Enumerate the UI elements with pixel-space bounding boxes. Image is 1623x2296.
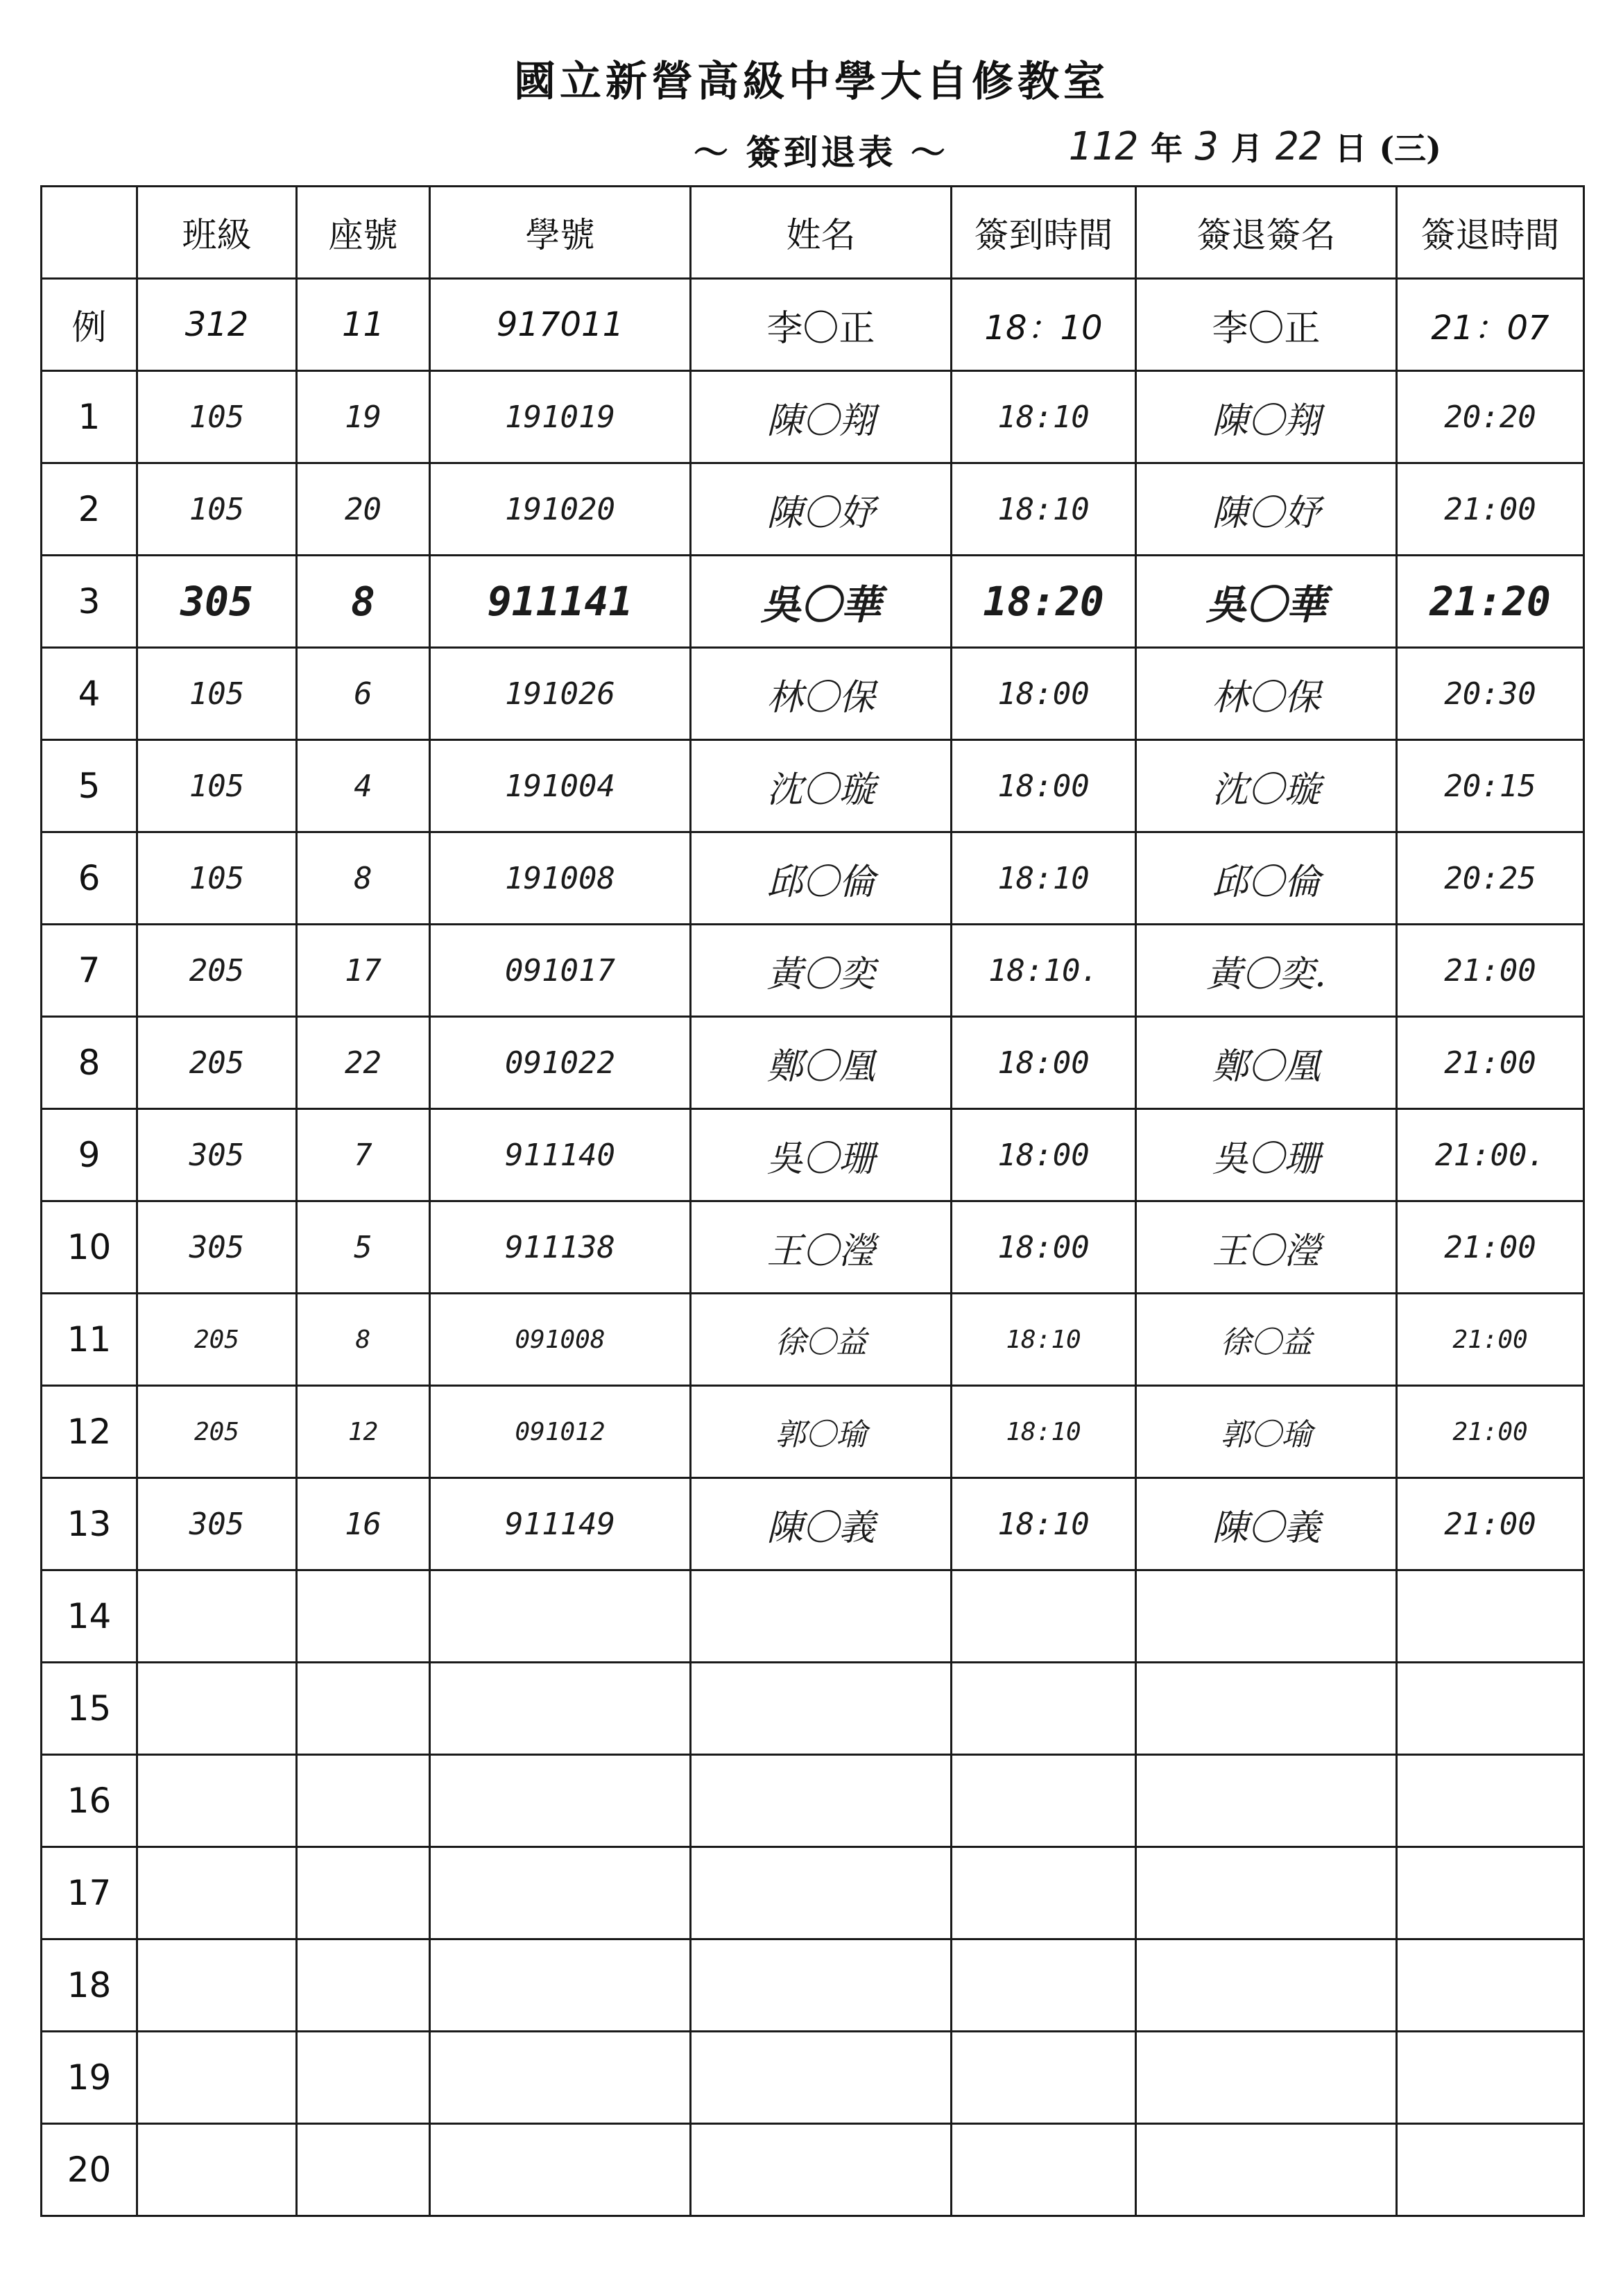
example-seat: 11	[297, 279, 430, 371]
example-row	[42, 279, 1584, 371]
table-row	[42, 1478, 1584, 1570]
header-class: 班級	[137, 187, 297, 279]
row-number: 5	[42, 740, 137, 832]
row-student-id	[430, 1847, 691, 1939]
row-number: 19	[42, 2032, 137, 2124]
row-signin-time: 18:10	[952, 463, 1136, 556]
row-signout-signature: 郭〇瑜	[1136, 1386, 1397, 1478]
row-name: 陳〇翔	[691, 371, 952, 463]
row-name: 黃〇奕	[691, 925, 952, 1017]
table-row	[42, 2032, 1584, 2124]
row-class: 305	[137, 1109, 297, 1201]
row-signout-signature: 徐〇益	[1136, 1294, 1397, 1386]
row-signin-time: 18:10	[952, 832, 1136, 925]
row-class: 305	[137, 1478, 297, 1570]
row-signin-time	[952, 2032, 1136, 2124]
header-student-id: 學號	[430, 187, 691, 279]
table-row	[42, 1017, 1584, 1109]
row-student-id: 191004	[430, 740, 691, 832]
table-row	[42, 832, 1584, 925]
row-student-id: 911138	[430, 1201, 691, 1294]
row-signout-time	[1397, 1755, 1584, 1847]
row-signout-time: 21:20	[1397, 556, 1584, 648]
row-signin-time: 18:00	[952, 740, 1136, 832]
row-seat: 6	[297, 648, 430, 740]
row-signin-time: 18:10	[952, 371, 1136, 463]
row-signout-signature: 黃〇奕.	[1136, 925, 1397, 1017]
row-number: 2	[42, 463, 137, 556]
row-class: 205	[137, 1386, 297, 1478]
row-name: 陳〇妤	[691, 463, 952, 556]
example-signout-signature: 李〇正	[1136, 279, 1397, 371]
row-class: 205	[137, 925, 297, 1017]
document-subtitle: ～ 簽到退表 ～	[694, 132, 948, 173]
table-row	[42, 1294, 1584, 1386]
row-class: 205	[137, 1294, 297, 1386]
row-signout-time: 21:00	[1397, 1478, 1584, 1570]
row-number: 6	[42, 832, 137, 925]
row-seat: 8	[297, 1294, 430, 1386]
example-student-id: 917011	[430, 279, 691, 371]
row-signout-signature: 沈〇璇	[1136, 740, 1397, 832]
row-signout-time	[1397, 1939, 1584, 2032]
row-student-id: 191026	[430, 648, 691, 740]
row-class: 105	[137, 740, 297, 832]
row-number: 12	[42, 1386, 137, 1478]
date-line	[1068, 123, 1441, 169]
row-signout-signature	[1136, 1570, 1397, 1663]
row-number: 18	[42, 1939, 137, 2032]
date-day-label: 日	[1334, 130, 1367, 167]
row-signin-time: 18:10.	[952, 925, 1136, 1017]
row-signin-time	[952, 1847, 1136, 1939]
row-seat: 5	[297, 1201, 430, 1294]
row-student-id: 911140	[430, 1109, 691, 1201]
row-number: 3	[42, 556, 137, 648]
table-row	[42, 1755, 1584, 1847]
row-number: 14	[42, 1570, 137, 1663]
row-class	[137, 1939, 297, 2032]
row-signin-time: 18:10	[952, 1478, 1136, 1570]
row-class	[137, 1847, 297, 1939]
example-signin-time: 18：10	[952, 279, 1136, 371]
row-number: 9	[42, 1109, 137, 1201]
row-class: 205	[137, 1017, 297, 1109]
date-day: 22	[1275, 124, 1323, 169]
row-seat: 17	[297, 925, 430, 1017]
row-name: 王〇瀅	[691, 1201, 952, 1294]
row-signout-time: 20:25	[1397, 832, 1584, 925]
row-class	[137, 2032, 297, 2124]
table-row	[42, 1663, 1584, 1755]
row-class: 105	[137, 371, 297, 463]
example-signout-time: 21：07	[1397, 279, 1584, 371]
row-seat: 16	[297, 1478, 430, 1570]
row-seat: 22	[297, 1017, 430, 1109]
table-row	[42, 925, 1584, 1017]
date-year: 112	[1068, 124, 1139, 169]
row-class: 305	[137, 1201, 297, 1294]
row-number: 1	[42, 371, 137, 463]
row-student-id: 091012	[430, 1386, 691, 1478]
table-row	[42, 1939, 1584, 2032]
row-signout-time	[1397, 2032, 1584, 2124]
row-class: 105	[137, 463, 297, 556]
table-row	[42, 1847, 1584, 1939]
table-row	[42, 556, 1584, 648]
row-signout-signature: 吳〇華	[1136, 556, 1397, 648]
row-signout-signature: 林〇保	[1136, 648, 1397, 740]
row-class	[137, 1755, 297, 1847]
row-name: 吳〇華	[691, 556, 952, 648]
row-number: 10	[42, 1201, 137, 1294]
row-name: 邱〇倫	[691, 832, 952, 925]
row-signout-time: 21:00	[1397, 1017, 1584, 1109]
table-row	[42, 371, 1584, 463]
document-title: 國立新營高級中學大自修教室	[514, 58, 1109, 106]
row-seat: 12	[297, 1386, 430, 1478]
row-class	[137, 1570, 297, 1663]
row-name: 吳〇珊	[691, 1109, 952, 1201]
date-year-label: 年	[1151, 130, 1183, 167]
row-student-id	[430, 1755, 691, 1847]
row-seat	[297, 1847, 430, 1939]
table-row	[42, 1201, 1584, 1294]
row-signout-signature	[1136, 2124, 1397, 2216]
date-month: 3	[1195, 124, 1219, 169]
row-name	[691, 1663, 952, 1755]
row-signout-signature	[1136, 1755, 1397, 1847]
row-student-id: 091017	[430, 925, 691, 1017]
row-signin-time: 18:20	[952, 556, 1136, 648]
row-student-id: 091008	[430, 1294, 691, 1386]
row-signin-time: 18:00	[952, 1017, 1136, 1109]
row-number: 8	[42, 1017, 137, 1109]
row-signout-time	[1397, 2124, 1584, 2216]
row-seat: 7	[297, 1109, 430, 1201]
row-seat: 8	[297, 832, 430, 925]
row-signout-time	[1397, 1663, 1584, 1755]
row-name	[691, 2124, 952, 2216]
date-month-label: 月	[1230, 130, 1263, 167]
row-signin-time	[952, 1939, 1136, 2032]
example-class: 312	[137, 279, 297, 371]
row-signout-signature	[1136, 1847, 1397, 1939]
row-seat	[297, 2032, 430, 2124]
row-signout-time: 21:00.	[1397, 1109, 1584, 1201]
row-name	[691, 2032, 952, 2124]
row-name	[691, 1939, 952, 2032]
row-seat: 20	[297, 463, 430, 556]
row-student-id: 911141	[430, 556, 691, 648]
row-signout-signature: 邱〇倫	[1136, 832, 1397, 925]
example-label: 例	[42, 279, 137, 371]
row-signout-signature	[1136, 2032, 1397, 2124]
row-signout-time: 21:00	[1397, 1201, 1584, 1294]
row-signout-signature	[1136, 1939, 1397, 2032]
header-name: 姓名	[691, 187, 952, 279]
row-signin-time	[952, 1663, 1136, 1755]
row-number: 13	[42, 1478, 137, 1570]
row-number: 16	[42, 1755, 137, 1847]
row-seat: 8	[297, 556, 430, 648]
row-signin-time: 18:00	[952, 1109, 1136, 1201]
row-signin-time: 18:10	[952, 1294, 1136, 1386]
row-signin-time	[952, 1570, 1136, 1663]
row-signout-time: 20:15	[1397, 740, 1584, 832]
header-signout-time: 簽退時間	[1397, 187, 1584, 279]
row-signout-signature	[1136, 1663, 1397, 1755]
row-number: 15	[42, 1663, 137, 1755]
row-name	[691, 1847, 952, 1939]
row-signout-time: 21:00	[1397, 1294, 1584, 1386]
row-signin-time	[952, 2124, 1136, 2216]
row-name: 陳〇義	[691, 1478, 952, 1570]
example-name: 李〇正	[691, 279, 952, 371]
row-student-id: 911149	[430, 1478, 691, 1570]
row-number: 20	[42, 2124, 137, 2216]
row-number: 4	[42, 648, 137, 740]
row-seat	[297, 1663, 430, 1755]
table-row	[42, 1386, 1584, 1478]
row-seat	[297, 2124, 430, 2216]
row-class: 105	[137, 648, 297, 740]
table-row	[42, 2124, 1584, 2216]
row-signout-signature: 陳〇義	[1136, 1478, 1397, 1570]
row-signin-time	[952, 1755, 1136, 1847]
row-signin-time: 18:00	[952, 1201, 1136, 1294]
header-index	[42, 187, 137, 279]
signin-table	[40, 185, 1585, 2217]
row-signout-signature: 陳〇妤	[1136, 463, 1397, 556]
header-signout-signature: 簽退簽名	[1136, 187, 1397, 279]
row-class: 105	[137, 832, 297, 925]
row-student-id	[430, 2032, 691, 2124]
row-seat	[297, 1939, 430, 2032]
table-row	[42, 648, 1584, 740]
row-signout-signature: 陳〇翔	[1136, 371, 1397, 463]
row-name: 郭〇瑜	[691, 1386, 952, 1478]
row-class	[137, 2124, 297, 2216]
row-class	[137, 1663, 297, 1755]
row-signout-signature: 王〇瀅	[1136, 1201, 1397, 1294]
header-signin-time: 簽到時間	[952, 187, 1136, 279]
row-name	[691, 1755, 952, 1847]
row-signin-time: 18:10	[952, 1386, 1136, 1478]
row-signout-time: 20:30	[1397, 648, 1584, 740]
row-signout-time	[1397, 1847, 1584, 1939]
row-signout-time: 21:00	[1397, 463, 1584, 556]
row-seat: 4	[297, 740, 430, 832]
row-signout-time: 21:00	[1397, 1386, 1584, 1478]
row-student-id	[430, 1663, 691, 1755]
row-name: 徐〇益	[691, 1294, 952, 1386]
row-signout-time: 21:00	[1397, 925, 1584, 1017]
row-number: 11	[42, 1294, 137, 1386]
row-student-id: 191008	[430, 832, 691, 925]
date-weekday: (三)	[1379, 130, 1441, 167]
row-student-id	[430, 1570, 691, 1663]
row-number: 7	[42, 925, 137, 1017]
row-seat: 19	[297, 371, 430, 463]
table-row	[42, 463, 1584, 556]
row-seat	[297, 1570, 430, 1663]
row-class: 305	[137, 556, 297, 648]
row-signout-time: 20:20	[1397, 371, 1584, 463]
row-student-id: 191020	[430, 463, 691, 556]
row-number: 17	[42, 1847, 137, 1939]
row-signout-signature: 鄭〇凰	[1136, 1017, 1397, 1109]
table-row	[42, 1109, 1584, 1201]
row-signout-time	[1397, 1570, 1584, 1663]
table-row	[42, 740, 1584, 832]
table-row	[42, 1570, 1584, 1663]
row-name	[691, 1570, 952, 1663]
row-signin-time: 18:00	[952, 648, 1136, 740]
table-header-row	[42, 187, 1584, 279]
row-signout-signature: 吳〇珊	[1136, 1109, 1397, 1201]
row-name: 林〇保	[691, 648, 952, 740]
row-seat	[297, 1755, 430, 1847]
row-student-id: 091022	[430, 1017, 691, 1109]
header-seat: 座號	[297, 187, 430, 279]
row-name: 沈〇璇	[691, 740, 952, 832]
row-student-id	[430, 2124, 691, 2216]
row-student-id: 191019	[430, 371, 691, 463]
row-name: 鄭〇凰	[691, 1017, 952, 1109]
row-student-id	[430, 1939, 691, 2032]
